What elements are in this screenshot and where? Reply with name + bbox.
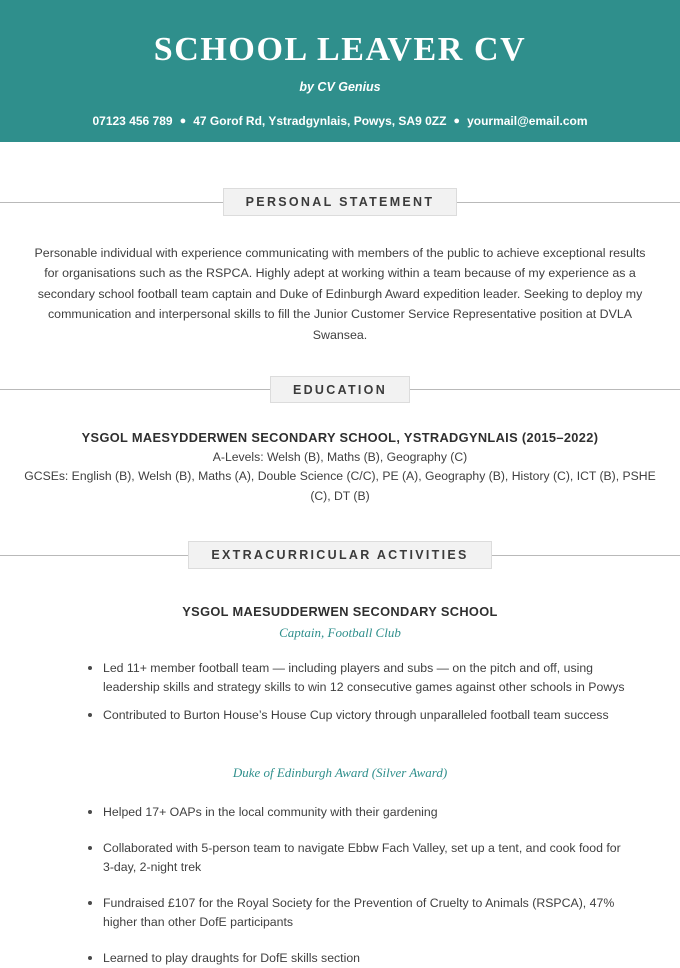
education-a-levels: A-Levels: Welsh (B), Maths (B), Geography (C) xyxy=(212,449,468,464)
list-item: Fundraised £107 for the Royal Society for the Prevention of Cruelty to Animals (RSPCA), 47% higher than other DofE participants xyxy=(82,894,635,932)
header-tagline: by CV Genius xyxy=(299,80,381,94)
football-bullet-group xyxy=(0,642,680,725)
contact-line xyxy=(0,115,680,128)
list-item: Contributed to Burton House’s House Cup victory through unparalleled football team success xyxy=(82,706,635,725)
football-bullet-list xyxy=(82,659,635,725)
section-title-education: EDUCATION xyxy=(270,376,410,404)
extracurricular-role-dofe: Duke of Edinburgh Award (Silver Award) xyxy=(232,765,448,781)
section-header-extracurricular xyxy=(0,538,680,572)
contact-phone: 07123 456 789 xyxy=(92,113,173,128)
role-spacer xyxy=(0,734,680,764)
section-header-personal-statement xyxy=(0,185,680,219)
extracurricular-organisation: YSGOL MAESUDDERWEN SECONDARY SCHOOL xyxy=(182,603,498,619)
extracurricular-entry-football xyxy=(0,572,680,642)
extracurricular-role-football: Captain, Football Club xyxy=(279,625,401,641)
section-title-personal-statement: PERSONAL STATEMENT xyxy=(223,188,458,216)
personal-statement-body: Personable individual with experience communicating with members of the public to achieve exceptional results for organisations such as the RSPCA. Highly adept at working within a team because of my experience as a secondary school football team captain and Duke of Edinburgh Award expedition leader. Seeking to deploy my communication and interpersonal skills to fill the Junior Customer Service Representative position at DVLA Swansea. xyxy=(34,246,646,342)
education-school-name: YSGOL MAESYDDERWEN SECONDARY SCHOOL, YSTRADGYNLAIS (2015–2022) xyxy=(81,430,599,446)
education-gcses: GCSEs: English (B), Welsh (B), Maths (A), Double Science (C/C), PE (A), Geography (B), History (C), ICT (B), PSHE (C), DT (B) xyxy=(24,469,656,504)
list-item: Collaborated with 5-person team to navigate Ebbw Fach Valley, set up a tent, and cook food for 3-day, 2-night trek xyxy=(82,839,635,877)
contact-separator-icon: ● xyxy=(179,114,187,127)
page-title: SCHOOL LEAVER CV xyxy=(153,31,527,68)
extracurricular-entry-dofe xyxy=(0,764,680,782)
list-item: Helped 17+ OAPs in the local community with their gardening xyxy=(82,803,635,822)
contact-separator-icon: ● xyxy=(453,114,461,127)
dofe-bullet-group xyxy=(0,783,680,968)
contact-address: 47 Gorof Rd, Ystradgynlais, Powys, SA9 0ZZ xyxy=(193,113,447,128)
dofe-bullet-list xyxy=(82,803,635,968)
list-item: Led 11+ member football team — including players and subs — on the pitch and off, using leadership skills and strategy skills to win 12 consecutive games against other schools in Powys xyxy=(82,659,635,697)
contact-email: yourmail@email.com xyxy=(467,113,588,128)
education-entry xyxy=(0,406,680,506)
list-item: Learned to play draughts for DofE skills section xyxy=(82,949,635,968)
cv-header-band xyxy=(0,0,680,142)
section-title-extracurricular: EXTRACURRICULAR ACTIVITIES xyxy=(188,541,491,569)
section-header-education xyxy=(0,372,680,406)
